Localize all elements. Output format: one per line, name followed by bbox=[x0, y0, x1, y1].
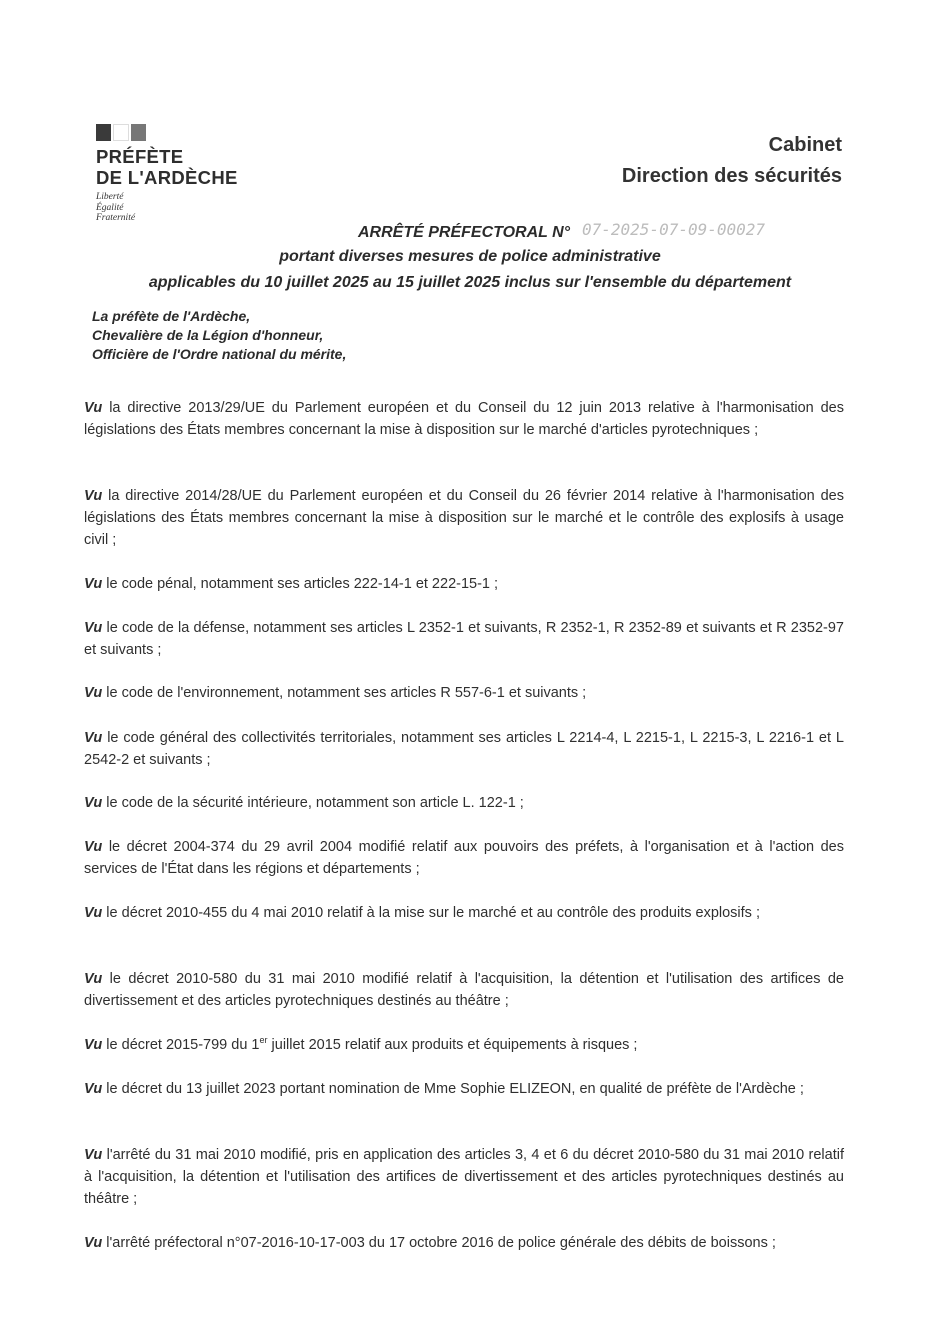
republic-motto bbox=[96, 192, 276, 224]
visa-paragraph bbox=[84, 573, 844, 595]
ordinal-superscript: er bbox=[259, 1035, 268, 1046]
visa-paragraph bbox=[84, 968, 844, 1012]
visa-prefix: Vu bbox=[84, 400, 103, 416]
authority-line: Chevalière de la Légion d'honneur, bbox=[92, 327, 324, 343]
visa-prefix: Vu bbox=[84, 620, 103, 636]
visa-text: le décret 2004-374 du 29 avril 2004 modifié relatif aux pouvoirs des préfets, à l'organisation et à l'action des services de l'État dans les régions et départements ; bbox=[84, 839, 844, 877]
service-header bbox=[622, 130, 842, 192]
visa-prefix: Vu bbox=[84, 576, 103, 592]
visa-paragraph bbox=[84, 617, 844, 661]
visa-paragraph bbox=[84, 1144, 844, 1210]
visa-text: le décret du 13 juillet 2023 portant nomination de Mme Sophie ELIZEON, en qualité de préfète de l'Ardèche ; bbox=[102, 1081, 804, 1097]
authority-line: La préfète de l'Ardèche, bbox=[92, 308, 251, 324]
visa-text: le code de l'environnement, notamment ses articles R 557-6-1 et suivants ; bbox=[102, 685, 587, 701]
visa-paragraph bbox=[84, 727, 844, 771]
visa-prefix: Vu bbox=[84, 685, 103, 701]
motto-fraternite: Fraternité bbox=[96, 213, 136, 223]
visa-paragraph bbox=[84, 682, 844, 704]
visa-text: le décret 2015-799 du 1 bbox=[102, 1037, 260, 1053]
authority-line: Officière de l'Ordre national du mérite, bbox=[92, 346, 347, 362]
visa-text: le décret 2010-455 du 4 mai 2010 relatif à la mise sur le marché et au contrôle des produits explosifs ; bbox=[102, 905, 760, 921]
visa-text: l'arrêté du 31 mai 2010 modifié, pris en application des articles 3, 4 et 6 du décret 2010-580 du 31 mai 2010 relatif à l'acquisition, la détention et l'utilisation des artifices de divertissement et des articles pyrotechniques destinés au théâtre ; bbox=[84, 1147, 844, 1207]
visa-paragraph bbox=[84, 397, 844, 441]
prefecture-logo bbox=[96, 124, 276, 224]
marianne-icon bbox=[96, 124, 146, 141]
visa-text: le code de la défense, notamment ses articles L 2352-1 et suivants, R 2352-1, R 2352-89 et suivants et R 2352-97 et suivants ; bbox=[84, 620, 844, 658]
visa-text: le code pénal, notamment ses articles 222-14-1 et 222-15-1 ; bbox=[102, 576, 499, 592]
decree-title-number-label: ARRÊTÉ PRÉFECTORAL N° bbox=[358, 224, 571, 241]
visa-prefix: Vu bbox=[84, 1235, 103, 1251]
service-direction: Direction des sécurités bbox=[621, 165, 842, 187]
authority-block bbox=[92, 307, 346, 364]
motto-egalite: Égalité bbox=[96, 202, 124, 213]
motto-liberte: Liberté bbox=[96, 192, 124, 202]
visa-prefix: Vu bbox=[84, 971, 103, 987]
visa-paragraph bbox=[84, 902, 844, 924]
visa-text: l'arrêté préfectoral n°07-2016-10-17-003 du 17 octobre 2016 de police générale des débits de boissons ; bbox=[102, 1235, 776, 1251]
org-name-line2: DE L'ARDÈCHE bbox=[96, 167, 238, 188]
visa-prefix: Vu bbox=[84, 488, 103, 504]
visa-text: le décret 2010-580 du 31 mai 2010 modifié relatif à l'acquisition, la détention et l'utilisation des artifices de divertissement et des articles pyrotechniques destinés au théâtre ; bbox=[84, 971, 844, 1009]
visa-paragraph bbox=[84, 836, 844, 880]
visa-paragraph bbox=[84, 1232, 844, 1254]
visa-prefix: Vu bbox=[84, 839, 103, 855]
visa-prefix: Vu bbox=[84, 1037, 103, 1053]
visa-prefix: Vu bbox=[84, 795, 103, 811]
decree-subject-line2: applicables du 10 juillet 2025 au 15 juillet 2025 inclus sur l'ensemble du département bbox=[148, 274, 792, 291]
visa-prefix: Vu bbox=[84, 1147, 103, 1163]
visa-prefix: Vu bbox=[84, 730, 103, 746]
visa-paragraph bbox=[84, 792, 844, 814]
visa-text: la directive 2014/28/UE du Parlement européen et du Conseil du 26 février 2014 relative à l'harmonisation des législations des États membres concernant la mise à disposition sur le marché et le contrôle des explosifs à usage civil ; bbox=[84, 488, 844, 548]
org-name-line1: PRÉFÈTE bbox=[96, 146, 184, 167]
decree-number-stamp: 07-2025-07-09-00027 bbox=[582, 220, 766, 239]
visa-paragraph bbox=[84, 1034, 844, 1056]
service-cabinet: Cabinet bbox=[768, 134, 842, 156]
visa-text: le code de la sécurité intérieure, notamment son article L. 122-1 ; bbox=[102, 795, 524, 811]
decree-subject-line1: portant diverses mesures de police administrative bbox=[279, 248, 661, 265]
visa-text-tail: juillet 2015 relatif aux produits et équipements à risques ; bbox=[267, 1037, 638, 1053]
visa-text: le code général des collectivités territoriales, notamment ses articles L 2214-4, L 2215-1, L 2215-3, L 2216-1 et L 2542-2 et suivants ; bbox=[84, 730, 844, 768]
visa-paragraph bbox=[84, 485, 844, 551]
visa-prefix: Vu bbox=[84, 1081, 103, 1097]
visa-text: la directive 2013/29/UE du Parlement européen et du Conseil du 12 juin 2013 relative à l'harmonisation des législations des États membres concernant la mise à disposition sur le marché d'articles pyrotechniques ; bbox=[84, 400, 844, 438]
visa-prefix: Vu bbox=[84, 905, 103, 921]
visa-paragraph bbox=[84, 1078, 844, 1100]
